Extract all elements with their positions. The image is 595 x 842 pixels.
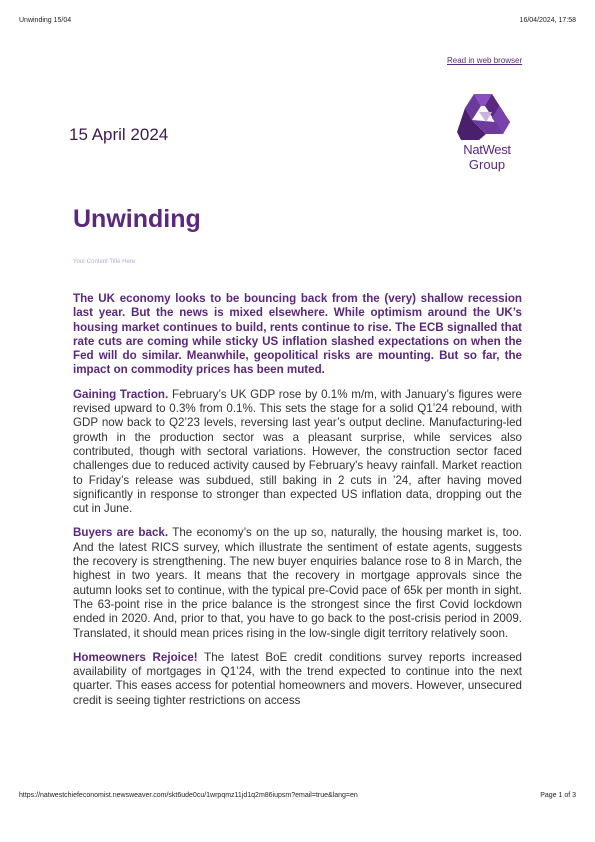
natwest-logo-cubes-icon xyxy=(452,92,522,142)
section-buyers-are-back xyxy=(73,526,522,640)
print-header-title: Unwinding 15/04 xyxy=(19,17,72,24)
natwest-group-logo xyxy=(452,92,522,182)
print-header-datetime: 16/04/2024, 17:58 xyxy=(519,17,576,24)
logo-line1: NatWest xyxy=(463,142,511,157)
section-body: February’s UK GDP rose by 0.1% m/m, with January’s figures were revised upward to 0.3% from 0.1%. This sets the stage for a solid Q1’24 rebound, with GDP now back to Q2’23 levels, reversing last year’s output decline. Manufacturing-led growth in the production sector was a pleasant surprise, while services also contributed, though with sectoral variations. However, the construction sector faced challenges due to reduced activity caused by February's heavy rainfall. Market reaction to Friday’s release was subdued, still baking in 2 cuts in ’24, after having moved significantly in response to stronger than expected US inflation data, dropping out the cut in June. xyxy=(73,387,522,516)
section-lead: Gaining Traction. xyxy=(73,387,169,401)
logo-wordmark xyxy=(452,142,522,172)
section-lead: Homeowners Rejoice! xyxy=(73,650,198,664)
section-gaining-traction xyxy=(73,388,522,517)
print-footer xyxy=(19,792,576,804)
article-content xyxy=(73,292,522,718)
issue-date: 15 April 2024 xyxy=(69,125,169,144)
read-in-browser-link[interactable]: Read in web browser xyxy=(447,56,523,65)
section-homeowners-rejoice xyxy=(73,651,522,708)
print-footer-url: https://natwestchiefeconomist.newsweaver.com/skt6ude0cu/1wrpqmz11jd1q2m86iupsm?email=true&lang=en xyxy=(19,792,358,799)
print-header xyxy=(19,17,576,29)
section-body: The economy’s on the up so, naturally, the housing market is, too. And the latest RICS survey, which illustrate the sentiment of estate agents, suggests the recovery is strengthening. The new buyer enquiries balance rose to 8 in March, the highest in two years. It means that the recovery in mortgage approvals since the autumn looks set to continue, with the typical pre-Covid pace of 65k per month in sight. The 63-point rise in the price balance is the strongest since the first Covid lockdown ended in 2020. And, prior to that, you have to go back to the post-crisis period in 2009. Translated, it should mean prices rising in the low-single digit territory relatively soon. xyxy=(73,526,523,640)
print-footer-page: Page 1 of 3 xyxy=(540,792,576,799)
intro-paragraph: The UK economy looks to be bouncing back from the (very) shallow recession last year. But the news is mixed elsewhere. While optimism around the UK’s housing market continues to build, rents continue to rise. The ECB signalled that rate cuts are coming while sticky US inflation slashed expectations on when the Fed will do similar. Meanwhile, geopolitical risks are mounting. But so far, the impact on commodity prices has been muted. xyxy=(73,292,522,377)
content-subtitle: Your Content Title Here xyxy=(73,259,136,265)
page-title: Unwinding xyxy=(73,205,201,233)
logo-line2: Group xyxy=(468,157,506,172)
section-lead: Buyers are back. xyxy=(73,526,169,540)
section-body: The latest BoE credit conditions survey reports increased availability of mortgages in Q1’24, with the trend expected to continue into the next quarter. This eases access for potential homeowners and movers. However, unsecured credit is seeing tighter restrictions on access xyxy=(73,650,522,707)
